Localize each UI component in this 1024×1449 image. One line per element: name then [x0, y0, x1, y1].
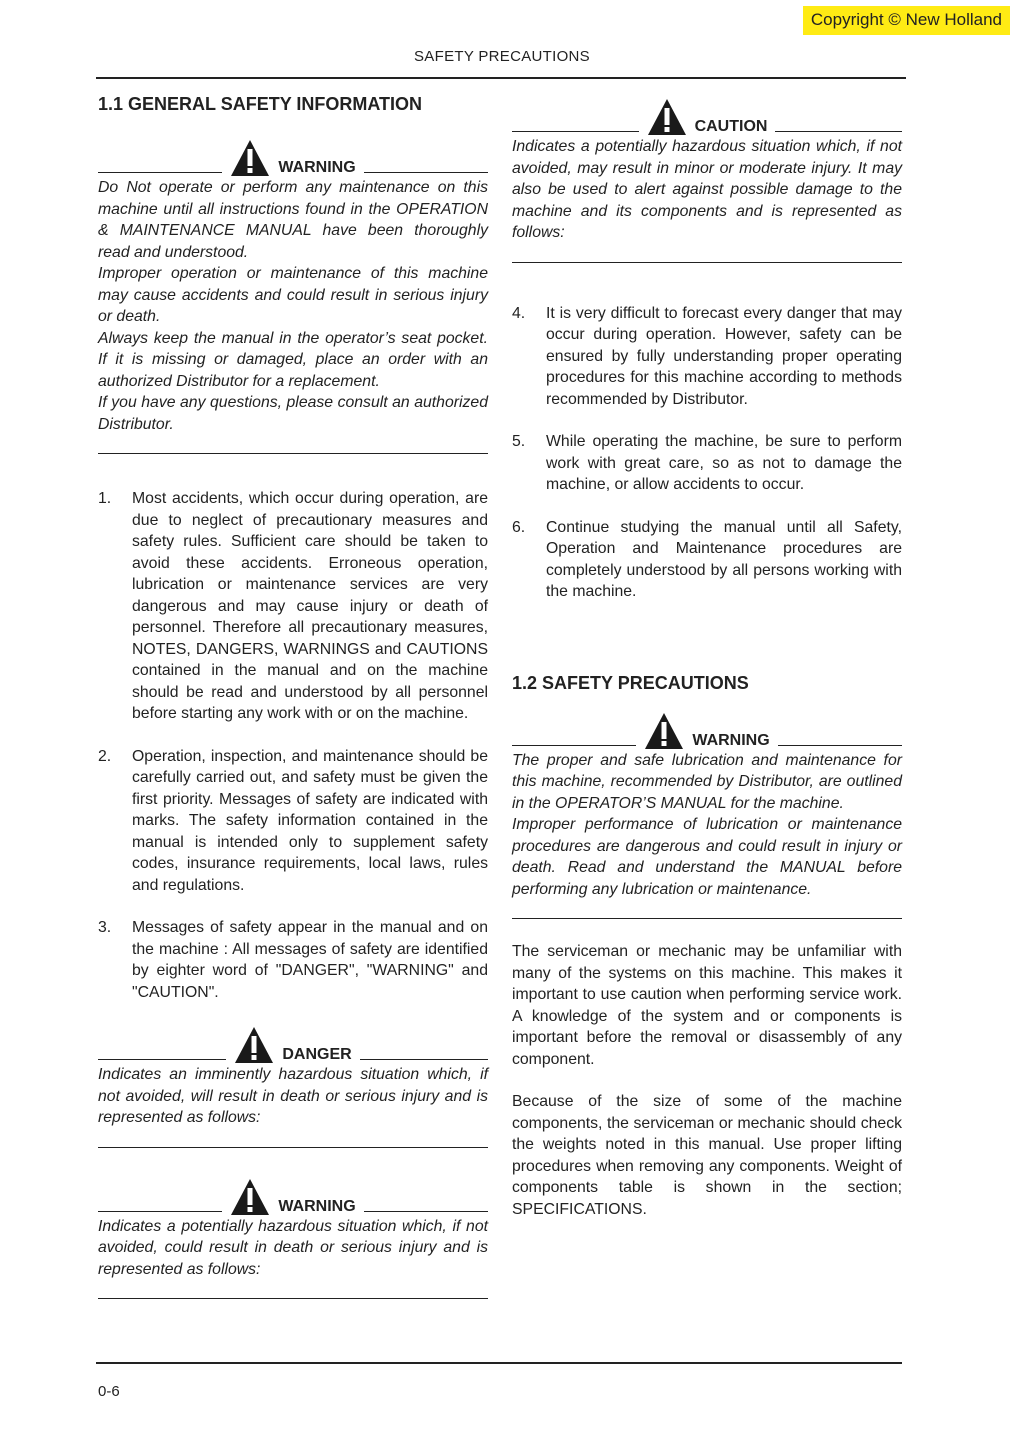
warning-box-body: The proper and safe lubrication and maintenance for this machine, recommended by Distributor, are outlined in the OPERATOR’S MANUAL for the machine. Improper performance of lubrication or maintenance procedures are dangerous and could result in injury or death. Read and understand the MANUAL before performing any lubrication or maintenance.: [512, 751, 902, 898]
warning-label: WARNING: [278, 1197, 356, 1215]
numbered-list: [98, 488, 488, 1003]
danger-triangle-icon: [234, 1026, 274, 1064]
caution-label: CAUTION: [694, 118, 768, 135]
list-item: 2. Operation, inspection, and maintenance should be carefully carried out, and safety must be given the first priority. Messages of safety are indicated with marks. The safety information contained in the manual is intended only to supplement safety codes, insurance requirements, local laws, rules and regulations.: [98, 747, 488, 894]
footer-rule: [96, 1362, 902, 1364]
warning-paragraph: If you have any questions, please consult an authorized Distributor.: [98, 394, 488, 433]
warning-box: [512, 710, 902, 920]
numbered-list: [512, 303, 902, 603]
warning-paragraph: Do Not operate or perform any maintenance on this machine until all instructions found in the OPERATION & MAINTENANCE MANUAL have been thoroughly read and understood.: [98, 179, 488, 261]
warning-box: [98, 1176, 488, 1300]
warning-paragraph: Always keep the manual in the operator’s seat pocket. If it is missing or damaged, place an order with an authorized Distributor for a replacement.: [98, 329, 488, 390]
box-footer-line: [98, 1298, 488, 1299]
warning-box-header: [512, 710, 902, 750]
running-header: SAFETY PRECAUTIONS: [414, 48, 590, 65]
header-rule: [96, 77, 906, 79]
list-item: 4. It is very difficult to forecast every danger that may occur during operation. However, safety can be ensured by fully understanding proper operating procedures for this machine according to methods recommended by Distributor.: [512, 304, 902, 408]
header-line: [98, 172, 222, 173]
warning-paragraph: Improper operation or maintenance of this machine may cause accidents and could result in serious injury or death.: [98, 265, 488, 325]
box-footer-line: [512, 262, 902, 263]
box-footer-line: [98, 453, 488, 454]
list-item: 3. Messages of safety appear in the manual and on the machine : All messages of safety are identified by eighter word of "DANGER", "WARNING" and "CAUTION".: [98, 919, 488, 1001]
warning-label: WARNING: [278, 159, 356, 176]
warning-box-header: [98, 1176, 488, 1216]
caution-triangle-icon: [647, 98, 687, 136]
box-footer-line: [512, 918, 902, 919]
danger-box-body: Indicates an imminently hazardous situation which, if not avoided, will result in death or serious injury and is represented as follows:: [98, 1066, 488, 1126]
warning-triangle-icon: [644, 712, 684, 750]
warning-triangle-icon: [230, 139, 270, 177]
section-title-safety-precautions: 1.2 SAFETY PRECAUTIONS: [512, 672, 749, 693]
danger-box-header: [98, 1024, 488, 1064]
warning-box-header: [98, 137, 488, 177]
body-paragraph: Because of the size of some of the machine components, the serviceman or mechanic should check the weights noted in this manual. Use proper lifting procedures when removing any components. Weight of components table is shown in the section; SPECIFICATIONS.: [512, 1093, 902, 1218]
left-column: [98, 94, 488, 1321]
body-paragraph: The serviceman or mechanic may be unfamiliar with many of the systems on this machine. This makes it important to use caution when performing service work. A knowledge of the system and or components is important before the removal or disassembly of any component.: [512, 943, 902, 1068]
header-line: [364, 172, 488, 173]
warning-label: WARNING: [692, 731, 770, 749]
section-title-general-safety: 1.1 GENERAL SAFETY INFORMATION: [98, 94, 423, 114]
warning-box-body: [98, 177, 488, 435]
caution-box: [512, 96, 902, 263]
warning-box: [98, 137, 488, 454]
list-item: 1. Most accidents, which occur during operation, are due to neglect of precautionary measures and safety rules. Sufficient care should be taken to avoid these accidents. Erroneous operation, lubrication or maintenance services are very dangerous and may cause injury or death of personnel. Therefore all precautionary measures, NOTES, DANGERS, WARNINGS and CAUTIONS contained in the manual and on the machine should be read and understood by all personnel before starting any work with or on the machine.: [98, 490, 488, 722]
caution-box-header: [512, 96, 902, 136]
danger-box: [98, 1024, 488, 1148]
list-item: 5. While operating the machine, be sure to perform work with great care, so as not to damage the machine, or allow accidents to occur.: [512, 433, 902, 493]
box-footer-line: [98, 1147, 488, 1148]
page-number: 0-6: [98, 1383, 120, 1400]
danger-label: DANGER: [282, 1046, 352, 1063]
caution-box-body: Indicates a potentially hazardous situation which, if not avoided, may result in minor or moderate injury. It may also be used to alert against possible damage to the machine and its components and is represented as follows:: [512, 138, 902, 241]
warning-triangle-icon: [230, 1178, 270, 1216]
copyright-notice: Copyright © New Holland: [803, 6, 1010, 35]
warning-box-body: Indicates a potentially hazardous situation which, if not avoided, could result in death or serious injury and is represented as follows:: [98, 1217, 488, 1278]
list-item: 6. Continue studying the manual until all Safety, Operation and Maintenance procedures are completely understood by all persons working with the machine.: [512, 518, 902, 600]
right-column: [512, 96, 902, 1241]
